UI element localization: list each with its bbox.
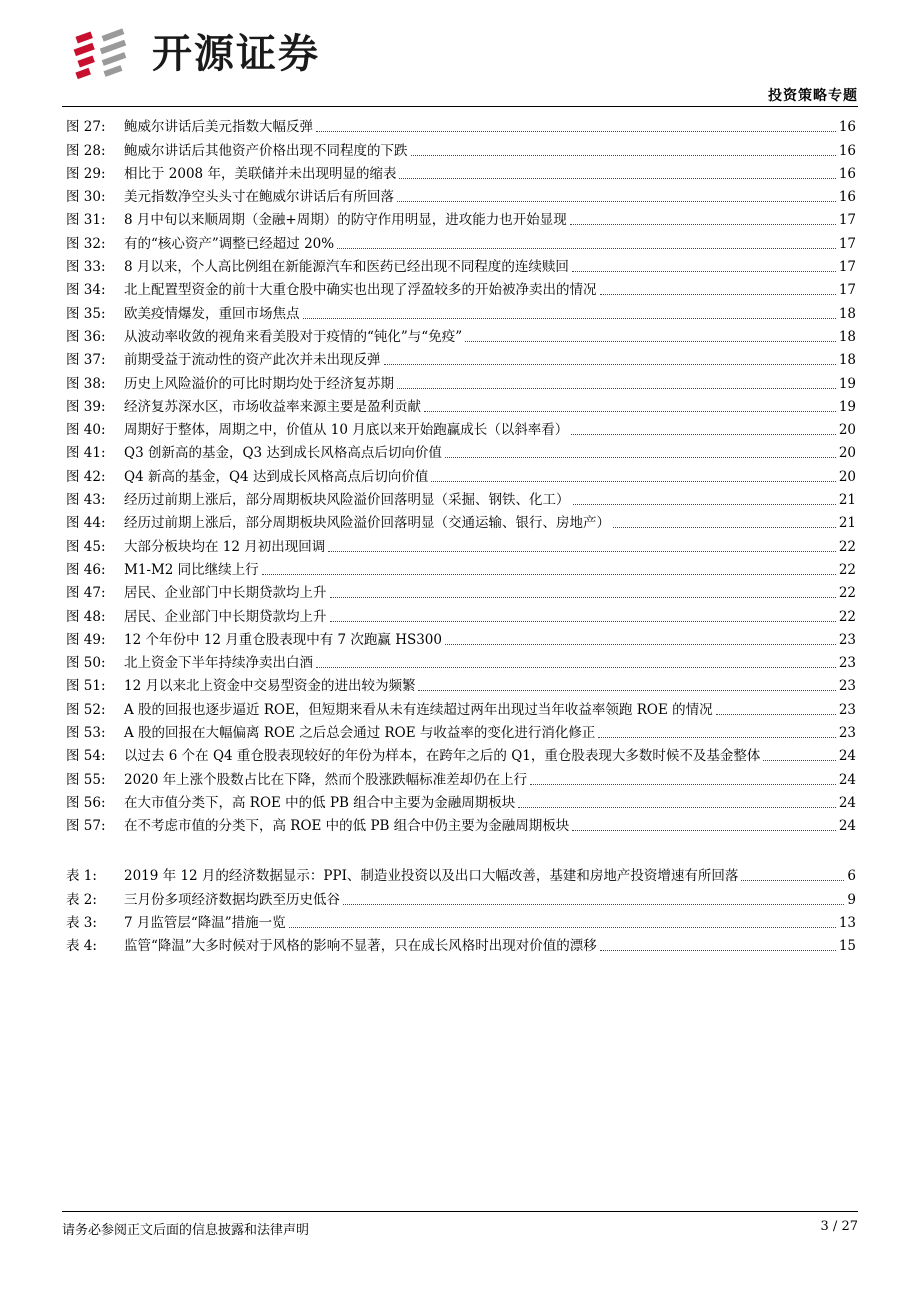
- entry-page: 13: [838, 914, 856, 931]
- dot-leader: [397, 201, 836, 202]
- dot-leader: [445, 644, 836, 645]
- figure-toc-entry[interactable]: [66, 183, 856, 206]
- dot-leader: [518, 807, 836, 808]
- entry-page: 22: [838, 608, 856, 625]
- entry-page: 21: [838, 515, 856, 532]
- entry-title: 居民、企业部门中长期贷款均上升: [124, 608, 327, 625]
- entry-title: 三月份多项经济数据均跌至历史低谷: [124, 891, 340, 908]
- report-section-title: 投资策略专题: [768, 88, 858, 104]
- dot-leader: [399, 178, 835, 179]
- entry-number: 图 33:: [66, 259, 106, 276]
- entry-page: 16: [838, 119, 856, 136]
- figure-toc-entry[interactable]: [66, 113, 856, 136]
- entry-page: 24: [838, 748, 856, 765]
- figure-toc-entry[interactable]: [66, 742, 856, 765]
- entry-title: 8 月以来，个人高比例组在新能源汽车和医药已经出现不同程度的连续赎回: [124, 259, 569, 276]
- entry-title: 历史上风险溢价的可比时期均处于经济复苏期: [124, 375, 394, 392]
- entry-title: 有的“核心资产”调整已经超过 20%: [124, 235, 335, 252]
- figure-toc-entry[interactable]: [66, 579, 856, 602]
- company-logo: [72, 26, 372, 86]
- figure-toc-entry[interactable]: [66, 299, 856, 322]
- dot-leader: [330, 621, 836, 622]
- entry-title: 2019 年 12 月的经济数据显示：PPI、制造业投资以及出口大幅改善，基建和房地产投资增速有所回落: [124, 868, 739, 885]
- entry-number: 图 38:: [66, 375, 106, 392]
- entry-page: 15: [838, 938, 856, 955]
- entry-page: 9: [847, 891, 856, 908]
- entry-page: 24: [838, 794, 856, 811]
- figure-toc-entry[interactable]: [66, 556, 856, 579]
- legal-disclaimer: 请务必参阅正文后面的信息披露和法律声明: [62, 1223, 310, 1238]
- entry-number: 图 31:: [66, 212, 106, 229]
- dot-leader: [303, 318, 836, 319]
- entry-title: 大部分板块均在 12 月初出现回调: [124, 538, 326, 555]
- dot-leader: [572, 271, 836, 272]
- entry-number: 图 53:: [66, 725, 106, 742]
- entry-page: 21: [838, 492, 856, 509]
- dot-leader: [411, 155, 836, 156]
- entry-title: 经历过前期上涨后，部分周期板块风险溢价回落明显（采掘、钢铁、化工）: [124, 492, 570, 509]
- entry-number: 图 40:: [66, 422, 106, 439]
- entry-number: 图 57:: [66, 818, 106, 835]
- entry-title: 经历过前期上涨后，部分周期板块风险溢价回落明显（交通运输、银行、房地产）: [124, 515, 610, 532]
- figure-toc-entry[interactable]: [66, 812, 856, 835]
- figure-toc-entry[interactable]: [66, 486, 856, 509]
- figure-toc-entry[interactable]: [66, 672, 856, 695]
- entry-page: 20: [838, 422, 856, 439]
- header-divider: [62, 106, 858, 107]
- entry-title: M1-M2 同比继续上行: [124, 561, 259, 578]
- entry-number: 图 50:: [66, 655, 106, 672]
- entry-page: 16: [838, 142, 856, 159]
- entry-page: 16: [838, 189, 856, 206]
- entry-page: 22: [838, 585, 856, 602]
- entry-number: 图 49:: [66, 631, 106, 648]
- entry-number: 图 36:: [66, 328, 106, 345]
- dot-leader: [337, 248, 836, 249]
- dot-leader: [465, 341, 836, 342]
- dot-leader: [741, 880, 844, 881]
- entry-page: 23: [838, 678, 856, 695]
- figure-toc-entry[interactable]: [66, 765, 856, 788]
- entry-page: 6: [847, 868, 856, 885]
- entry-title: 在不考虑市值的分类下，高 ROE 中的低 PB 组合中仍主要为金融周期板块: [124, 818, 570, 835]
- figure-toc-entry[interactable]: [66, 626, 856, 649]
- figure-toc-entry[interactable]: [66, 276, 856, 299]
- entry-number: 图 30:: [66, 189, 106, 206]
- table-toc-entry[interactable]: [66, 885, 856, 908]
- entry-title: 在大市值分类下，高 ROE 中的低 PB 组合中主要为金融周期板块: [124, 794, 516, 811]
- entry-title: 前期受益于流动性的资产此次并未出现反弹: [124, 352, 381, 369]
- figure-toc-entry[interactable]: [66, 346, 856, 369]
- entry-title: 8 月中旬以来顺周期（金融+周期）的防守作用明显，进攻能力也开始显现: [124, 212, 567, 229]
- entry-page: 24: [838, 771, 856, 788]
- dot-leader: [289, 927, 836, 928]
- entry-page: 23: [838, 631, 856, 648]
- entry-page: 23: [838, 725, 856, 742]
- figure-toc-entry[interactable]: [66, 602, 856, 625]
- entry-title: 经济复苏深水区，市场收益率来源主要是盈利贡献: [124, 398, 421, 415]
- dot-leader: [572, 830, 836, 831]
- figure-toc-entry[interactable]: [66, 229, 856, 252]
- dot-leader: [600, 294, 836, 295]
- entry-page: 23: [838, 655, 856, 672]
- entry-number: 图 54:: [66, 748, 106, 765]
- entry-title: 监管“降温”大多时候对于风格的影响不显著，只在成长风格时出现对价值的漂移: [124, 938, 597, 955]
- figure-toc-entry[interactable]: [66, 509, 856, 532]
- entry-page: 17: [838, 235, 856, 252]
- entry-number: 图 37:: [66, 352, 106, 369]
- entry-title: Q4 新高的基金，Q4 达到成长风格高点后切向价值: [124, 468, 429, 485]
- entry-page: 18: [838, 352, 856, 369]
- entry-number: 图 45:: [66, 538, 106, 555]
- entry-number: 表 3:: [66, 914, 97, 931]
- figure-toc-entry[interactable]: [66, 253, 856, 276]
- entry-title: 居民、企业部门中长期贷款均上升: [124, 585, 327, 602]
- entry-title: 北上资金下半年持续净卖出白酒: [124, 655, 313, 672]
- logo-mark-icon: [72, 26, 144, 84]
- entry-number: 图 42:: [66, 468, 106, 485]
- entry-number: 表 4:: [66, 938, 97, 955]
- entry-page: 18: [838, 328, 856, 345]
- table-index: [66, 862, 856, 955]
- entry-number: 图 44:: [66, 515, 106, 532]
- dot-leader: [397, 388, 836, 389]
- dot-leader: [328, 551, 836, 552]
- figure-index: [66, 113, 856, 835]
- entry-title: 2020 年上涨个股数占比在下降，然而个股涨跌幅标准差却仍在上行: [124, 771, 528, 788]
- entry-number: 图 28:: [66, 142, 106, 159]
- entry-title: 鲍威尔讲话后美元指数大幅反弹: [124, 119, 313, 136]
- entry-number: 图 43:: [66, 492, 106, 509]
- dot-leader: [598, 737, 835, 738]
- entry-title: 7 月监管层“降温”措施一览: [124, 914, 286, 931]
- entry-page: 18: [838, 305, 856, 322]
- table-toc-entry[interactable]: [66, 932, 856, 955]
- entry-number: 图 39:: [66, 398, 106, 415]
- dot-leader: [573, 504, 836, 505]
- entry-title: A 股的回报在大幅偏离 ROE 之后总会通过 ROE 与收益率的变化进行消化修正: [124, 725, 596, 742]
- dot-leader: [763, 760, 835, 761]
- dot-leader: [445, 457, 836, 458]
- entry-number: 图 56:: [66, 794, 106, 811]
- figure-toc-entry[interactable]: [66, 416, 856, 439]
- entry-page: 24: [838, 818, 856, 835]
- entry-title: 美元指数净空头头寸在鲍威尔讲话后有所回落: [124, 189, 394, 206]
- entry-number: 图 52:: [66, 701, 106, 718]
- dot-leader: [571, 434, 836, 435]
- entry-page: 16: [838, 165, 856, 182]
- entry-title: 鲍威尔讲话后其他资产价格出现不同程度的下跌: [124, 142, 408, 159]
- entry-title: 相比于 2008 年，美联储并未出现明显的缩表: [124, 165, 397, 182]
- table-toc-entry[interactable]: [66, 862, 856, 885]
- figure-toc-entry[interactable]: [66, 695, 856, 718]
- entry-number: 表 2:: [66, 891, 97, 908]
- dot-leader: [424, 411, 836, 412]
- figure-toc-entry[interactable]: [66, 136, 856, 159]
- entry-title: 周期好于整体，周期之中，价值从 10 月底以来开始跑赢成长（以斜率看）: [124, 422, 569, 439]
- entry-title: 以过去 6 个在 Q4 重仓股表现较好的年份为样本，在跨年之后的 Q1，重仓股表现大多数时候不及基金整体: [124, 748, 761, 765]
- entry-title: A 股的回报也逐步逼近 ROE，但短期来看从未有连续超过两年出现过当年收益率领跑 ROE 的情况: [124, 701, 713, 718]
- dot-leader: [530, 784, 836, 785]
- entry-number: 图 35:: [66, 305, 106, 322]
- entry-number: 图 29:: [66, 165, 106, 182]
- entry-title: 欧美疫情爆发，重回市场焦点: [124, 305, 300, 322]
- entry-page: 19: [838, 375, 856, 392]
- dot-leader: [343, 904, 844, 905]
- entry-page: 17: [838, 282, 856, 299]
- entry-number: 图 51:: [66, 678, 106, 695]
- entry-number: 图 48:: [66, 608, 106, 625]
- figure-toc-entry[interactable]: [66, 206, 856, 229]
- table-toc-entry[interactable]: [66, 909, 856, 932]
- figure-toc-entry[interactable]: [66, 323, 856, 346]
- dot-leader: [316, 131, 836, 132]
- entry-page: 19: [838, 398, 856, 415]
- entry-number: 图 41:: [66, 445, 106, 462]
- figure-toc-entry[interactable]: [66, 393, 856, 416]
- dot-leader: [330, 597, 836, 598]
- dot-leader: [262, 574, 836, 575]
- figure-toc-entry[interactable]: [66, 462, 856, 485]
- entry-page: 23: [838, 701, 856, 718]
- entry-number: 图 46:: [66, 561, 106, 578]
- figure-toc-entry[interactable]: [66, 649, 856, 672]
- figure-toc-entry[interactable]: [66, 789, 856, 812]
- dot-leader: [431, 481, 835, 482]
- entry-number: 图 32:: [66, 235, 106, 252]
- entry-title: 北上配置型资金的前十大重仓股中确实也出现了浮盈较多的开始被净卖出的情况: [124, 282, 597, 299]
- entry-title: 12 个年份中 12 月重仓股表现中有 7 次跑赢 HS300: [124, 631, 442, 648]
- entry-title: 从波动率收敛的视角来看美股对于疫情的“钝化”与“免疫”: [124, 328, 463, 345]
- dot-leader: [600, 950, 836, 951]
- dot-leader: [570, 224, 836, 225]
- entry-number: 图 47:: [66, 585, 106, 602]
- dot-leader: [384, 364, 836, 365]
- brand-name: 开源证券: [152, 31, 320, 77]
- entry-number: 图 55:: [66, 771, 106, 788]
- entry-page: 17: [838, 259, 856, 276]
- dot-leader: [316, 667, 836, 668]
- dot-leader: [716, 714, 836, 715]
- dot-leader: [418, 690, 835, 691]
- figure-toc-entry[interactable]: [66, 532, 856, 555]
- page-indicator: 3 / 27: [820, 1219, 858, 1234]
- entry-number: 表 1:: [66, 868, 97, 885]
- entry-number: 图 34:: [66, 282, 106, 299]
- entry-page: 22: [838, 538, 856, 555]
- entry-page: 20: [838, 468, 856, 485]
- entry-title: Q3 创新高的基金，Q3 达到成长风格高点后切向价值: [124, 445, 442, 462]
- figure-toc-entry[interactable]: [66, 160, 856, 183]
- entry-page: 22: [838, 561, 856, 578]
- entry-page: 20: [838, 445, 856, 462]
- figure-toc-entry[interactable]: [66, 719, 856, 742]
- footer-divider: [62, 1211, 858, 1212]
- figure-toc-entry[interactable]: [66, 369, 856, 392]
- entry-number: 图 27:: [66, 119, 106, 136]
- entry-page: 17: [838, 212, 856, 229]
- dot-leader: [613, 527, 836, 528]
- entry-title: 12 月以来北上资金中交易型资金的进出较为频繁: [124, 678, 416, 695]
- figure-toc-entry[interactable]: [66, 439, 856, 462]
